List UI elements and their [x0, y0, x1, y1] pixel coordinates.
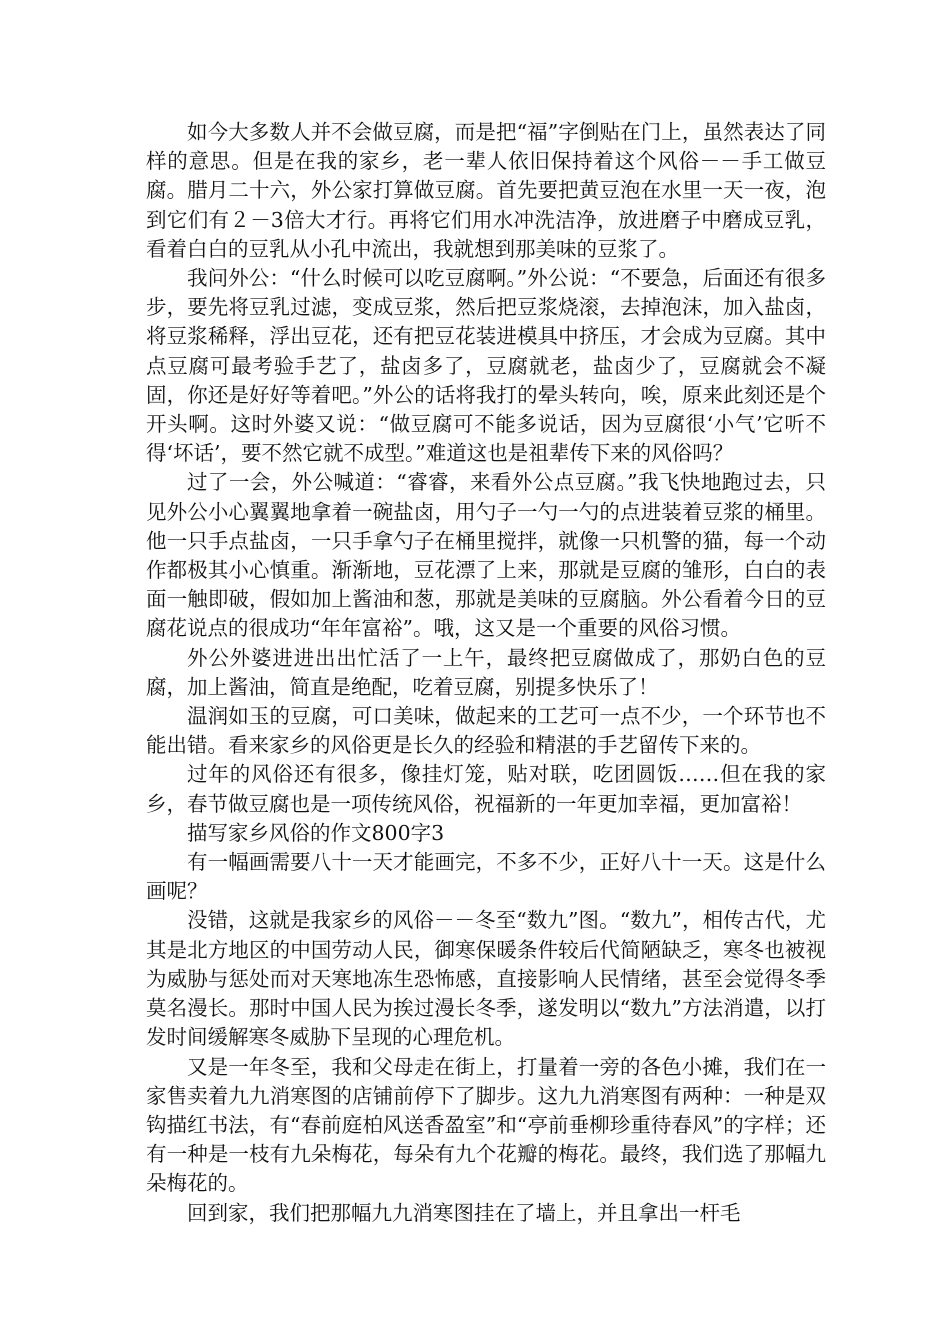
document-body [146, 118, 826, 1228]
paragraph-2: 我问外公：“什么时候可以吃豆腐啊。”外公说：“不要急，后面还有很多步，要先将豆乳过滤，变成豆浆，然后把豆浆烧滚，去掉泡沫，加入盐卤，将豆浆稀释，浮出豆花，还有把豆花装进模具中挤压，才会成为豆腐。其中点豆腐可最考验手艺了，盐卤多了，豆腐就老，盐卤少了，豆腐就会不凝固，你还是好好等着吧。”外公的话将我打的晕头转向，唉，原来此刻还是个开头啊。这时外婆又说：“做豆腐可不能多说话，因为豆腐很‘小气’它听不得‘坏话’，要不然它就不成型。”难道这也是祖辈传下来的风俗吗？ [146, 266, 826, 466]
paragraph-9: 又是一年冬至，我和父母走在街上，打量着一旁的各色小摊，我们在一家售卖着九九消寒图的店铺前停下了脚步。这九九消寒图有两种：一种是双钩描红书法，有“春前庭柏风送香盈室”和“亭前垂柳珍重待春风”的字样；还有一种是一枝有九朵梅花，每朵有九个花瓣的梅花。最终，我们选了那幅九朵梅花的。 [146, 1054, 826, 1196]
section-heading: 描写家乡风俗的作文800字3 [187, 820, 445, 845]
paragraph-7: 有一幅画需要八十一天才能画完，不多不少，正好八十一天。这是什么画呢？ [146, 850, 826, 904]
paragraph-5: 温润如玉的豆腐，可口美味，做起来的工艺可一点不少，一个环节也不能出错。看来家乡的风俗更是长久的经验和精湛的手艺留传下来的。 [146, 704, 826, 758]
paragraph-8: 没错，这就是我家乡的风俗－－冬至“数九”图。“数九”，相传古代，尤其是北方地区的中国劳动人民，御寒保暖条件较后代简陋缺乏，寒冬也被视为威胁与惩处而对天寒地冻生恐怖感，直接影响人民情绪，甚至会觉得冬季莫名漫长。那时中国人民为挨过漫长冬季，遂发明以“数九”方法消遣，以打发时间缓解寒冬威胁下呈现的心理危机。 [146, 908, 826, 1050]
paragraph-10: 回到家，我们把那幅九九消寒图挂在了墙上，并且拿出一杆毛 [187, 1200, 741, 1225]
paragraph-1: 如今大多数人并不会做豆腐，而是把“福”字倒贴在门上，虽然表达了同样的意思。但是在我的家乡，老一辈人依旧保持着这个风俗－－手工做豆腐。腊月二十六，外公家打算做豆腐。首先要把黄豆泡在水里一天一夜，泡到它们有２－3倍大才行。再将它们用水冲洗洁净，放进磨子中磨成豆乳，看着白白的豆乳从小孔中流出，我就想到那美味的豆浆了。 [146, 120, 826, 261]
paragraph-6: 过年的风俗还有很多，像挂灯笼，贴对联，吃团圆饭……但在我的家乡，春节做豆腐也是一项传统风俗，祝福新的一年更加幸福，更加富裕！ [146, 762, 826, 816]
paragraph-3: 过了一会，外公喊道：“睿睿，来看外公点豆腐。”我飞快地跑过去，只见外公小心翼翼地拿着一碗盐卤，用勺子一勺一勺的点进装着豆浆的桶里。他一只手点盐卤，一只手拿勺子在桶里搅拌，就像一只机警的猫，每一个动作都极其小心慎重。渐渐地，豆花漂了上来，那就是豆腐的雏形，白白的表面一触即破，假如加上酱油和葱，那就是美味的豆腐脑。外公看着今日的豆腐花说点的很成功“年年富裕”。哦，这又是一个重要的风俗习惯。 [146, 470, 826, 641]
paragraph-4: 外公外婆进进出出忙活了一上午，最终把豆腐做成了，那奶白色的豆腐，加上酱油，简直是绝配，吃着豆腐，别提多快乐了！ [146, 645, 826, 699]
